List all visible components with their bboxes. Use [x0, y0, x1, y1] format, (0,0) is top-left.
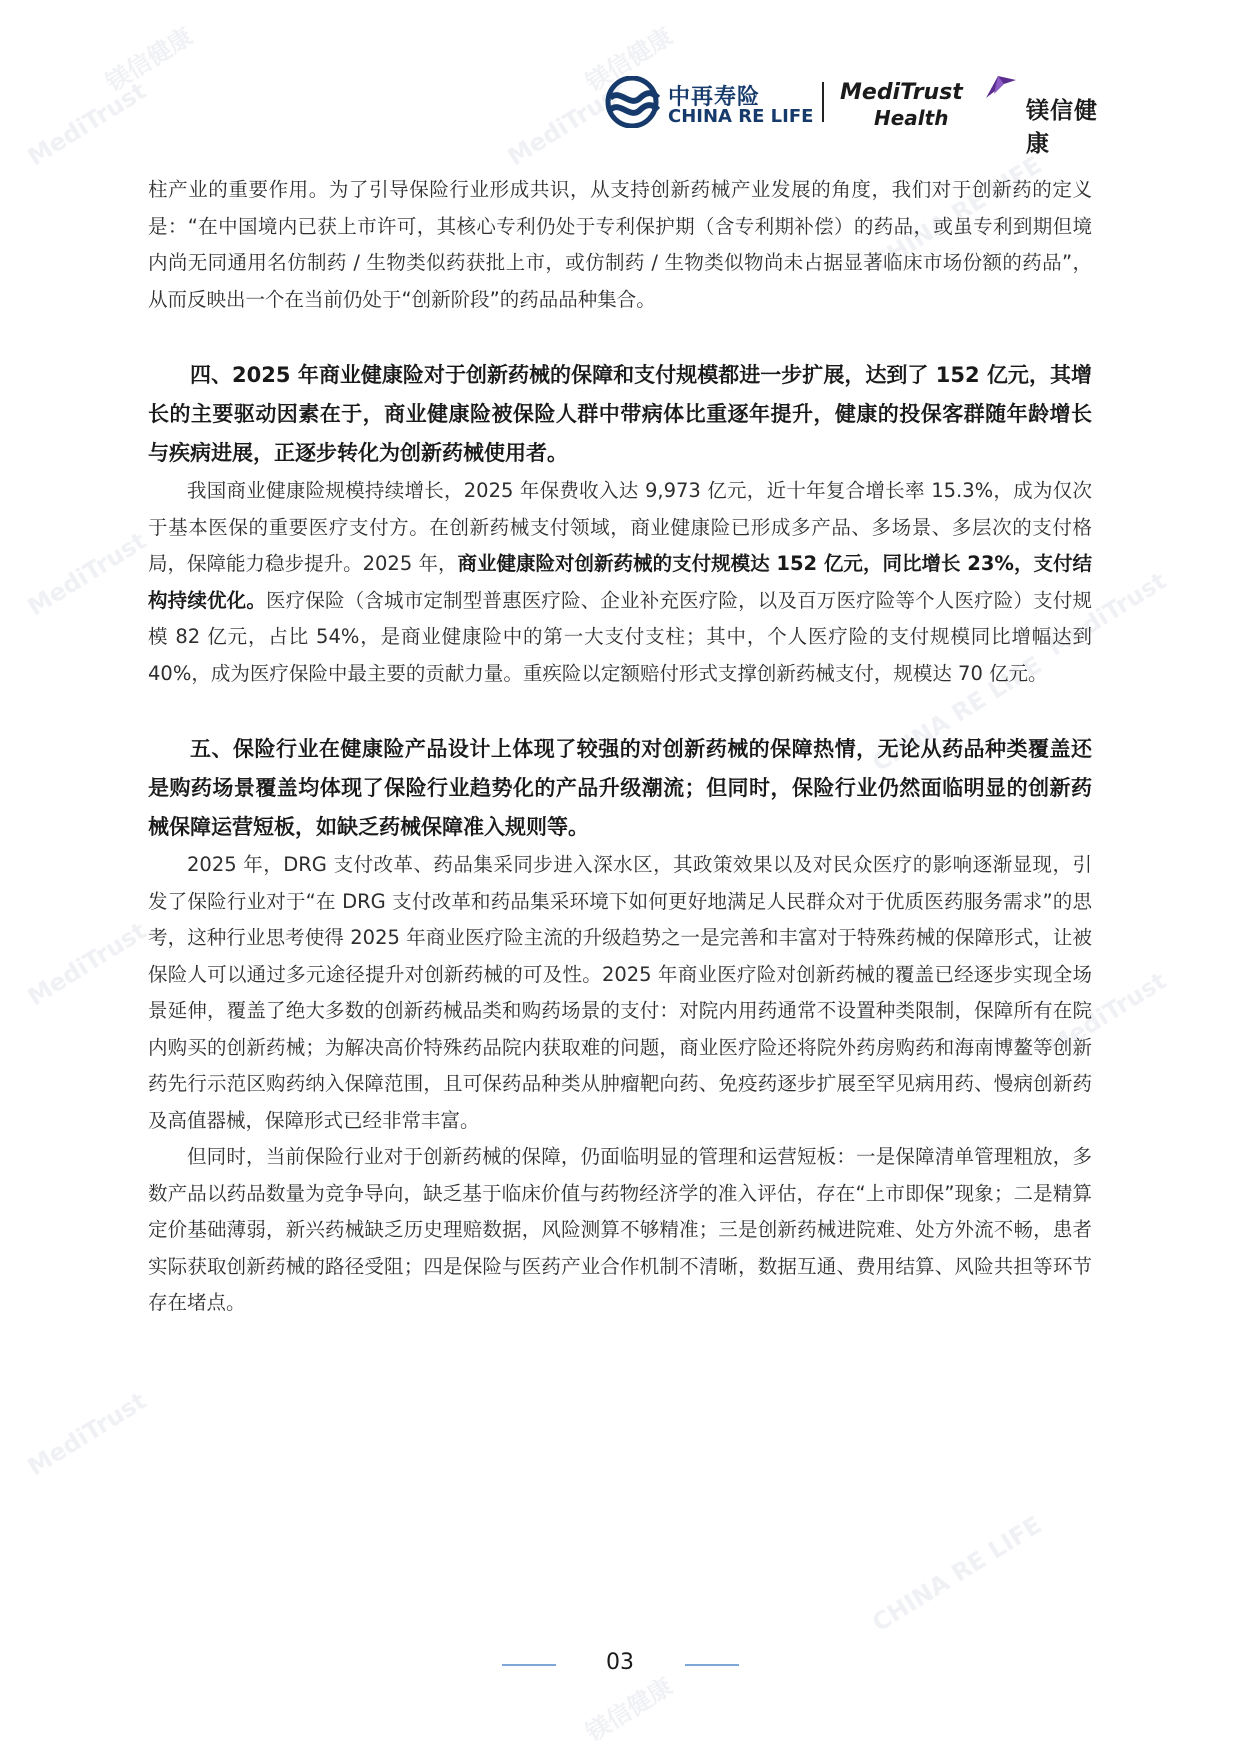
paragraph-5a: 2025 年，DRG 支付改革、药品集采同步进入深水区，其政策效果以及对民众医疗的影响逐渐显现，引发了保险行业对于“在 DRG 支付改革和药品集采环境下如何更好地满足人民群众对于优质医药服务需求”的思考，这种行业思考使得 2025 年商业医疗险主流的升级趋势之一是完善和丰富对于特殊药械的保障形式，让被保险人可以通过多元途径提升对创新药械的可及性。2025 年商业医疗险对创新药械的覆盖已经逐步实现全场景延伸，覆盖了绝大多数的创新药械品类和购药场景的支付：对院内用药通常不设置种类限制，保障所有在院内购买的创新药械；为解决高价特殊药品院内获取难的问题，商业医疗险还将院外药房购药和海南博鳌等创新药先行示范区购药纳入保障范围，且可保药品种类从肿瘤靶向药、免疫药逐步扩展至罕见病用药、慢病创新药及高值器械，保障形式已经非常丰富。	[148, 853, 1092, 1132]
watermark: MediTrust	[22, 526, 152, 622]
paragraph-emphasis: 商业健康险对创新药械的支付规模达 152 亿元，同比增长 23%，支付结构持续优化。	[148, 552, 1093, 612]
watermark: MediTrust	[22, 76, 152, 172]
document-body	[148, 172, 1092, 1322]
logo-divider	[822, 82, 824, 122]
meditrust-flag-icon	[984, 72, 1018, 100]
paragraph-intro: 柱产业的重要作用。为了引导保险行业形成共识，从支持创新药械产业发展的角度，我们对于创新药的定义是：“在中国境内已获上市许可，其核心专利仍处于专利保护期（含专利期补偿）的药品，或虽专利到期但境内尚无同通用名仿制药 / 生物类似药获批上市，或仿制药 / 生物类似物尚未占据显著临床市场份额的药品”，从而反映出一个在当前仍处于“创新阶段”的药品品种集合。	[148, 178, 1092, 311]
meditrust-cn-name: 镁信健康	[1026, 98, 1098, 157]
china-re-life-logo	[600, 70, 820, 132]
watermark: CHINA RE LIFE	[867, 650, 1047, 778]
watermark: MediTrust	[22, 916, 152, 1012]
paragraph-5b: 但同时，当前保险行业对于创新药械的保障，仍面临明显的管理和运营短板：一是保障清单管理粗放，多数产品以药品数量为竞争导向，缺乏基于临床价值与药物经济学的准入评估，存在“上市即保”现象；二是精算定价基础薄弱，新兴药械缺乏历史理赔数据，风险测算不够精准；三是创新药械进院难、处方外流不畅，患者实际获取创新药械的路径受阻；四是保险与医药产业合作机制不清晰，数据互通、费用结算、风险共担等环节存在堵点。	[148, 1145, 1092, 1314]
watermark: 镁信健康	[101, 22, 198, 97]
china-re-cn-name: 中再寿险	[668, 85, 761, 110]
meditrust-health: Health	[874, 106, 949, 130]
paragraph-text: 医疗保险（含城市定制型普惠医疗险、企业补充医疗险，以及百万医疗险等个人医疗险）支付规模 82 亿元，占比 54%，是商业健康险中的第一大支付支柱；其中，个人医疗险的支付规模同比增幅达到 40%，成为医疗保险中最主要的贡献力量。重疾险以定额赔付形式支撑创新药械支付，规模达 70 亿元。	[148, 588, 1092, 685]
page-header	[600, 70, 1100, 157]
footer-line-left	[502, 1664, 556, 1666]
watermark: 镁信健康	[581, 22, 678, 97]
watermark: MediTrust	[1042, 566, 1172, 662]
watermark: CHINA RE LIFE	[867, 150, 1047, 278]
meditrust-name: MediTrust	[840, 80, 963, 105]
page-number: 03	[606, 1650, 634, 1675]
section-heading-5: 五、保险行业在健康险产品设计上体现了较强的对创新药械的保障热情，无论从药品种类覆盖还是购药场景覆盖均体现了保险行业趋势化的产品升级潮流；但同时，保险行业仍然面临明显的创新药械保障运营短板，如缺乏药械保障准入规则等。	[148, 737, 1092, 839]
watermark: MediTrust	[22, 1386, 152, 1482]
paragraph-4	[148, 473, 1092, 692]
section-heading-4: 四、2025 年商业健康险对于创新药械的保障和支付规模都进一步扩展，达到了 152 亿元，其增长的主要驱动因素在于，商业健康险被保险人群中带病体比重逐年提升，健康的投保客群随年龄增长与疾病进展，正逐步转化为创新药械使用者。	[148, 363, 1092, 465]
watermark: MediTrust	[1042, 966, 1172, 1062]
watermark: 镁信健康	[581, 1672, 678, 1747]
footer-line-right	[685, 1664, 739, 1666]
china-re-en-name: CHINA RE LIFE	[668, 106, 814, 127]
meditrust-logo	[834, 70, 1100, 157]
china-re-wave-icon	[604, 76, 660, 128]
watermark: CHINA RE LIFE	[867, 1510, 1047, 1638]
paragraph-text: 我国商业健康险规模持续增长，2025 年保费收入达 9,973 亿元，近十年复合增长率 15.3%，成为仅次于基本医保的重要医疗支付方。在创新药械支付领域，商业健康险已形成多产品、多场景、多层次的支付格局，保障能力稳步提升。2025 年，	[148, 479, 1092, 575]
page-footer	[0, 1650, 1241, 1680]
watermark: MediTrust	[502, 76, 632, 172]
